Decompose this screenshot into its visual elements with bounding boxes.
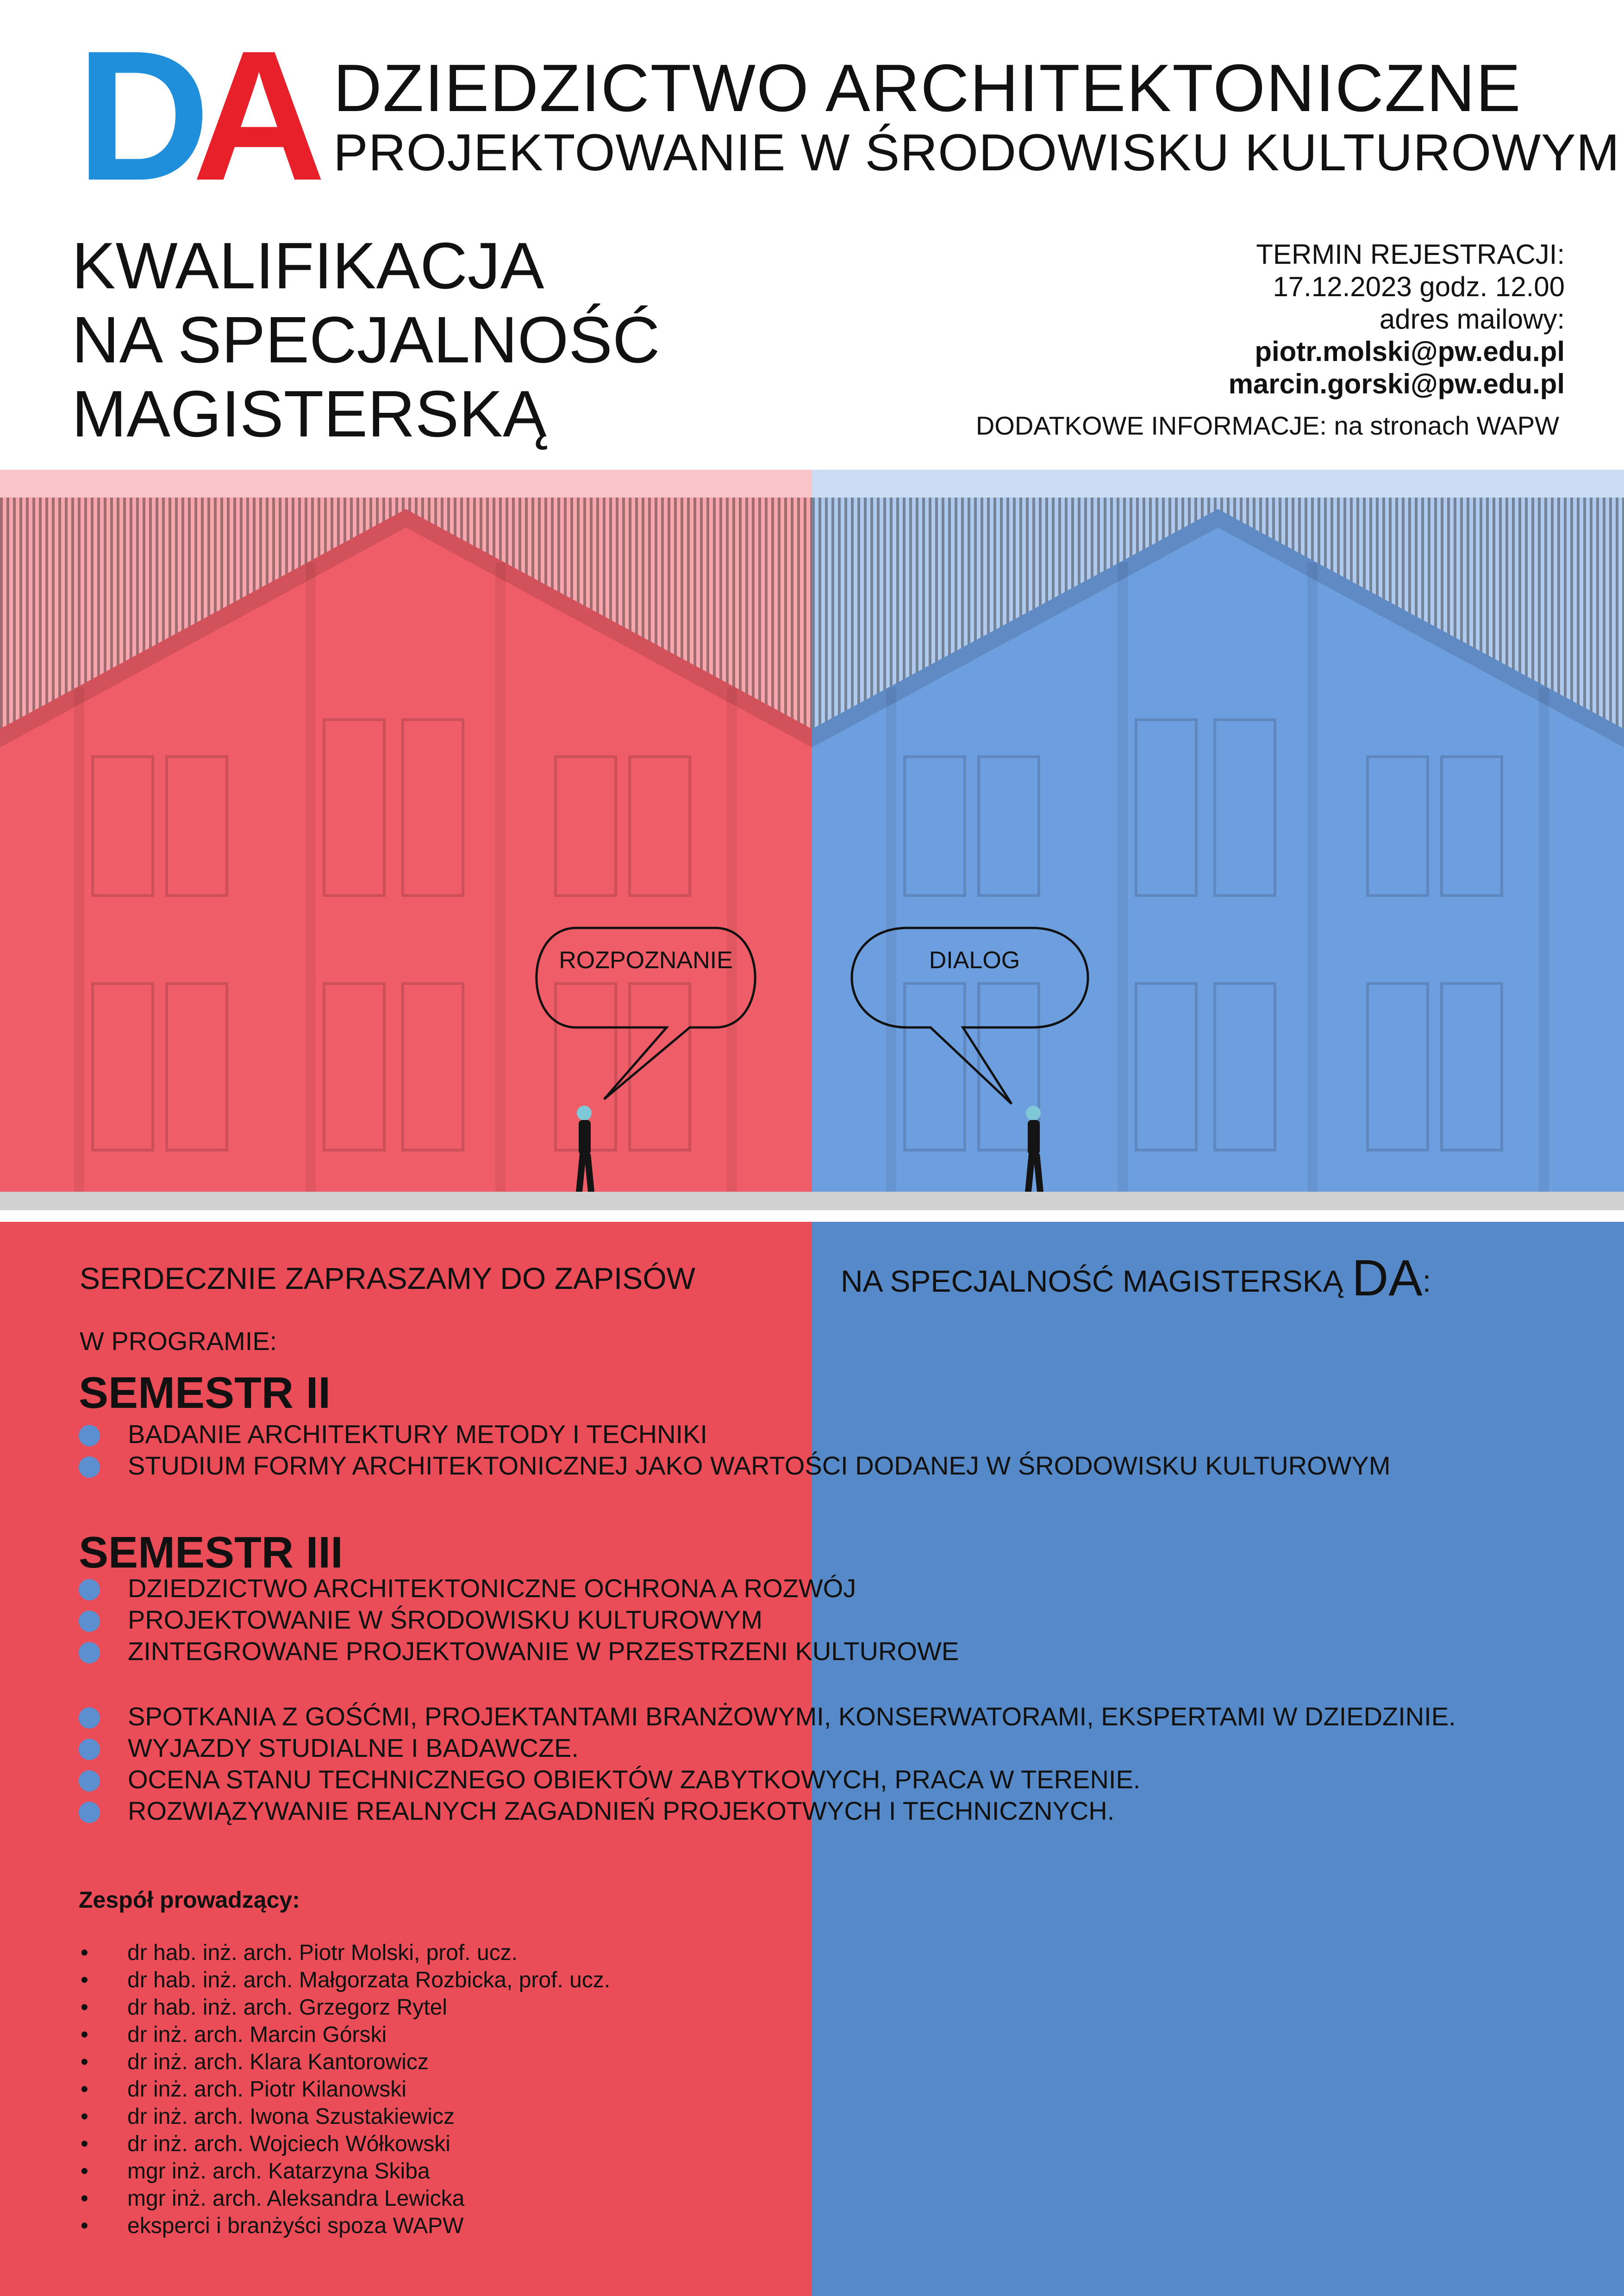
da-logo [76,12,326,219]
team-member: • dr inż. arch. Marcin Górski [79,2021,610,2048]
bullet-icon [79,1611,100,1632]
team-member: • dr hab. inż. arch. Piotr Molski, prof. ucz. [79,1939,610,1966]
team-member: • mgr inż. arch. Aleksandra Lewicka [79,2185,610,2212]
bullet-icon [79,1642,100,1663]
semester-2-list [79,1419,1391,1481]
bullet-icon: • [81,1941,88,1965]
registration-info [1229,238,1565,400]
qualification-heading [72,229,660,451]
bullet-icon [79,1425,100,1446]
email-label: adres mailowy: [1379,304,1565,335]
team-member: • dr hab. inż. arch. Grzegorz Rytel [79,1994,610,2021]
invitation-specialization [841,1250,1431,1307]
additional-info-label: DODATKOWE INFORMACJE: [975,411,1327,440]
bullet-icon [79,1579,100,1600]
invitation-specialization-text: NA SPECJALNOŚĆ MAGISTERSKĄ [841,1264,1352,1298]
team-member: • dr inż. arch. Klara Kantorowicz [79,2048,610,2076]
team-list [79,1939,610,2240]
registration-date: 17.12.2023 godz. 12.00 [1273,271,1565,302]
qualification-line-2: NA SPECJALNOŚĆ [72,303,660,377]
bullet-icon: • [81,2050,88,2074]
qualification-line-3: MAGISTERSKĄ [72,377,547,451]
team-member: • dr inż. arch. Wojciech Wółkowski [79,2130,610,2158]
bullet-icon: • [81,2104,88,2129]
hero-photo [0,470,1624,1222]
semester-3-list [79,1573,959,1667]
team-member: • dr inż. arch. Piotr Kilanowski [79,2076,610,2103]
bullet-icon: • [81,2022,88,2047]
team-member: • dr inż. arch. Iwona Szustakiewicz [79,2103,610,2130]
bubble-text-rozpoznanie: ROZPOZNANIE [559,947,733,974]
bullet-icon: • [81,1995,88,2020]
bullet-icon [79,1456,100,1478]
team-member: • mgr inż. arch. Katarzyna Skiba [79,2158,610,2185]
bullet-icon [79,1739,100,1760]
invitation-colon: : [1422,1264,1431,1298]
logo-letter-a: A [192,12,326,219]
photo-right-half [812,470,1624,1222]
bullet-icon: • [81,1968,88,1992]
semester-2-title: SEMESTR II [79,1368,331,1418]
team-member: • dr hab. inż. arch. Małgorzata Rozbicka, prof. ucz. [79,1966,610,1994]
team-member: • eksperci i branżyści spoza WAPW [79,2212,610,2240]
bullet-icon [79,1802,100,1823]
semester-3-title: SEMESTR III [79,1528,343,1577]
logo-letter-d: D [76,12,201,219]
list-item: ROZWIĄZYWANIE REALNYCH ZAGADNIEŃ PROJEKOTWYCH I TECHNICZNYCH. [79,1795,1456,1827]
subtitle: PROJEKTOWANIE W ŚRODOWISKU KULTUROWYM [333,124,1620,181]
email-link-molski[interactable]: piotr.molski@pw.edu.pl [1255,336,1565,367]
list-item: STUDIUM FORMY ARCHITEKTONICZNEJ JAKO WARTOŚCI DODANEJ W ŚRODOWISKU KULTUROWYM [79,1450,1391,1481]
list-item: PROJEKTOWANIE W ŚRODOWISKU KULTUROWYM [79,1604,959,1636]
registration-label: TERMIN REJESTRACJI: [1256,239,1565,270]
bullet-icon [79,1770,100,1792]
list-item: DZIEDZICTWO ARCHITEKTONICZNE OCHRONA A ROZWÓJ [79,1573,959,1604]
bullet-icon: • [81,2132,88,2156]
extras-list [79,1701,1456,1827]
email-link-gorski[interactable]: marcin.gorski@pw.edu.pl [1228,368,1565,399]
list-item: WYJAZDY STUDIALNE I BADAWCZE. [79,1732,1456,1764]
photo-left-half [0,470,812,1222]
bullet-icon: • [81,2077,88,2102]
qualification-line-1: KWALIFIKACJA [72,229,544,303]
list-item: BADANIE ARCHITEKTURY METODY I TECHNIKI [79,1419,1391,1450]
bullet-icon [79,1707,100,1729]
main-title: DZIEDZICTWO ARCHITEKTONICZNE [333,50,1522,125]
list-item: OCENA STANU TECHNICZNEGO OBIEKTÓW ZABYTKOWYCH, PRACA W TERENIE. [79,1764,1456,1795]
program-label: W PROGRAMIE: [80,1326,277,1356]
invitation-da: DA [1351,1250,1423,1307]
bullet-icon: • [81,2159,88,2184]
additional-info-value: na stronach WAPW [1326,411,1559,440]
bullet-icon: • [81,2186,88,2211]
bullet-icon: • [81,2214,88,2238]
list-item: SPOTKANIA Z GOŚĆMI, PROJEKTANTAMI BRANŻOWYMI, KONSERWATORAMI, EKSPERTAMI W DZIEDZINIE. [79,1701,1456,1732]
list-item: ZINTEGROWANE PROJEKTOWANIE W PRZESTRZENI KULTUROWE [79,1636,959,1667]
additional-info [976,410,1559,442]
invitation-text: SERDECZNIE ZAPRASZAMY DO ZAPISÓW [80,1261,695,1295]
bubble-text-dialog: DIALOG [929,947,1020,974]
team-heading: Zespół prowadzący: [79,1887,300,1913]
